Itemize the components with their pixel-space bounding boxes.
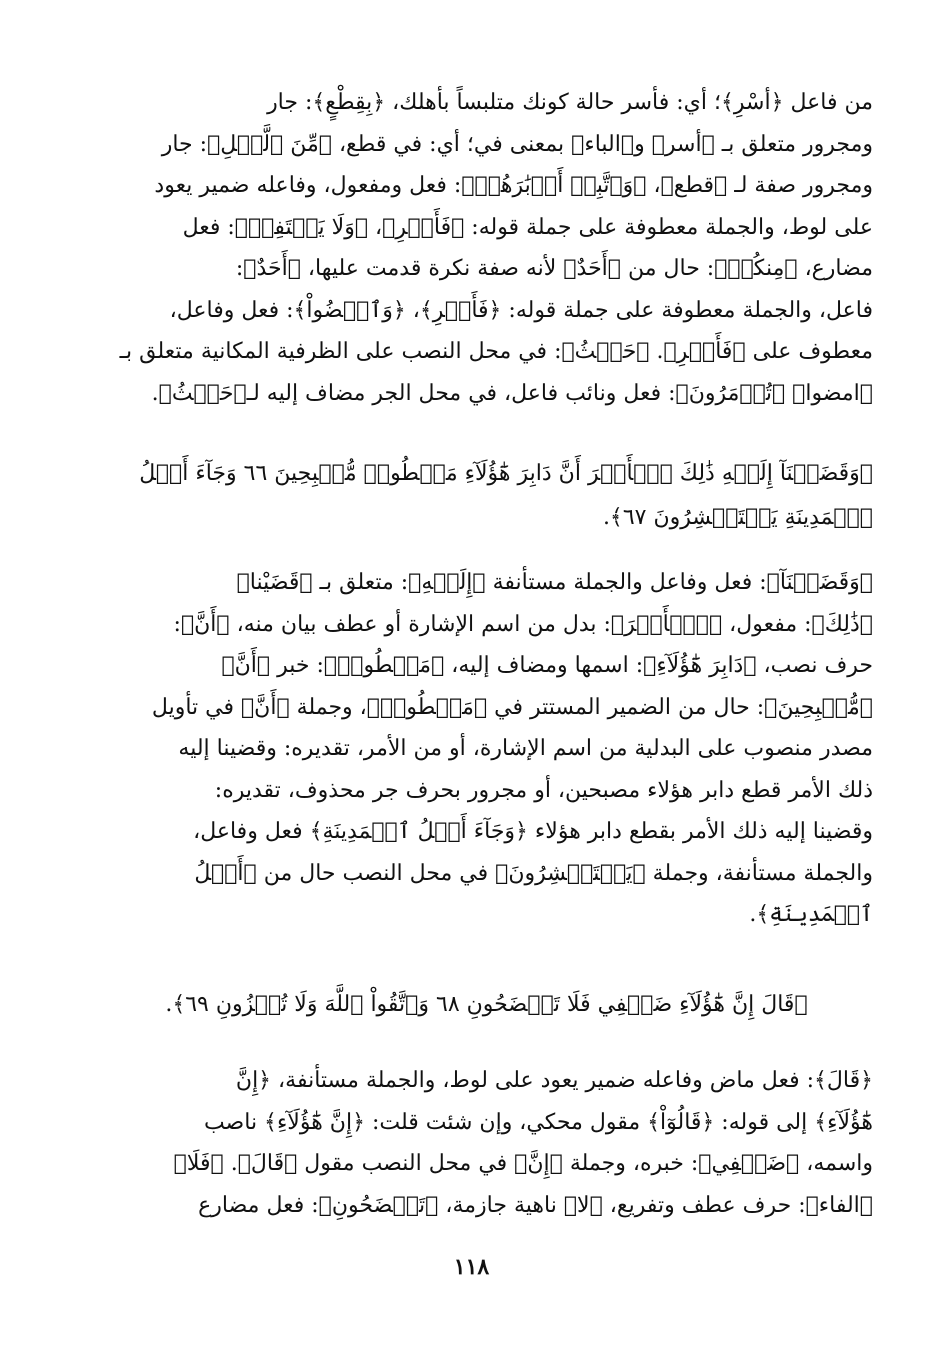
text-line: مضارع، ﴿مِنكُمۡ﴾: حال من ﴿أَحَدٌ﴾ لأنه صفة نكرة قدمت عليها، ﴿أَحَدٌ﴾: [235,256,873,281]
text-line: على لوط، والجملة معطوفة على جملة قوله: ﴿فَأَسۡرِ﴾، ﴿وَلَا يَلۡتَفِتۡ﴾: فعل [182,214,873,240]
text-line: ﴿قَالَ﴾: فعل ماض وفاعله ضمير يعود على لوط، والجملة مستأنفة، ﴿إِنَّ [235,1068,873,1093]
verse-line: ٱلۡمَدِينَةِ يَسۡتَبۡشِرُونَ ٦٧﴾. [602,505,873,530]
text-line: ذلك الأمر قطع دابر هؤلاء مصبحين، أو مجرور بحرف جر محذوف، تقديره: [214,777,873,803]
page-number: ١١٨ [453,1254,490,1280]
text-line: من فاعل ﴿أسْرِ﴾؛ أي: فأسر حالة كونك متلبساً بأهلك، ﴿بِقِطْعٍ﴾: جار [267,90,873,115]
paragraph-grammar-2 [100,562,873,936]
text-line: معطوف على ﴿فَأَسۡرِ﴾. ﴿حَيۡثُ﴾: في محل النصب على الظرفية المكانية متعلق بـ [119,339,873,364]
text-line: وقضينا إليه ذلك الأمر بقطع دابر هؤلاء ﴿وَجَآءَ أَهۡلُ ٱلۡمَدِينَةِ﴾ فعل وفاعل، [193,819,873,844]
text-line: ﴿وَقَضَيۡنَآ﴾: فعل وفاعل والجملة مستأنفة ﴿إِلَيۡهِ﴾: متعلق بـ ﴿قَضَيْنا﴾ [236,570,873,595]
text-line: ومجرور متعلق بـ ﴿أسر﴾ و﴿الباء﴾ بمعنى في؛ أي: في قطع، ﴿مِّنَ ٱلَّيۡلِ﴾: جار [161,131,873,157]
text-line: هَٰٓؤُلَآءِ﴾ إلى قوله: ﴿قَالُوٓاْ﴾ مقول محكي، وإن شئت قلت: ﴿إِنَّ هَٰٓؤُلَآءِ﴾ ناصب [203,1109,873,1135]
text-line: ﴿ذَٰلِكَ﴾: مفعول، ﴿ٱلۡأَمۡرَ﴾: بدل من اسم الإشارة أو عطف بيان منه، ﴿أَنَّ﴾: [173,611,873,637]
text-line: ٱلۡمَدِينَةِ﴾. [749,902,873,927]
text-line: فاعل، والجملة معطوفة على جملة قوله: ﴿فَأَسۡرِ﴾، ﴿وَٱمۡضُواْ﴾: فعل وفاعل، [169,297,873,323]
text-line: ﴿مُّصۡبِحِينَ﴾: حال من الضمير المستتر في ﴿مَقۡطُوعٞ﴾، وجملة ﴿أَنَّ﴾ في تأويل [151,694,873,720]
text-line: ﴿الفاء﴾: حرف عطف وتفريع، ﴿لا﴾ ناهية جازمة، ﴿تَفۡضَحُونِ﴾: فعل مضارع [198,1192,873,1218]
text-line: مصدر منصوب على البدلية من اسم الإشارة، أو من الأمر، تقديره: وقضينا إليه [178,736,873,761]
verse-line: ﴿وَقَضَيۡنَآ إِلَيۡهِ ذَٰلِكَ ٱلۡأَمۡرَ أَنَّ دَابِرَ هَٰٓؤُلَآءِ مَقۡطُوعٞ مُّصۡبِحِينَ ٦٦ وَجَآءَ أَهۡلُ [139,461,873,486]
text-line: والجملة مستأنفة، وجملة ﴿يَسۡتَبۡشِرُونَ﴾ في محل النصب حال من ﴿أَهۡلُ [194,860,873,886]
text-line: حرف نصب، ﴿دَابِرَ هَٰٓؤُلَآءِ﴾: اسمها ومضاف إليه، ﴿مَقۡطُوعٞ﴾: خبر ﴿أَنَّ﴾ [221,653,873,678]
paragraph-grammar-3 [100,1060,873,1226]
text-line: ومجرور صفة لـ ﴿قطع﴾، ﴿وَٱتَّبِعۡ أَدۡبَٰرَهُمۡ﴾: فعل ومفعول، وفاعله ضمير يعود [154,173,873,198]
text-line: واسمه، ﴿ضَيۡفِي﴾: خبره، وجملة ﴿إِنَّ﴾ في محل النصب مقول ﴿قَالَ﴾. ﴿فَلَا﴾ [173,1151,873,1176]
paragraph-grammar-1 [100,82,873,414]
quran-verse-66-67 [100,452,873,540]
verse-line: ﴿قَالَ إِنَّ هَٰٓؤُلَآءِ ضَيۡفِي فَلَا تَفۡضَحُونِ ٦٨ وَٱتَّقُواْ ٱللَّهَ وَلَا تُخۡزُونِ ٦٩﴾. [165,992,808,1017]
quran-verse-68-69 [100,983,873,1027]
text-line: ﴿امضوا﴾ ﴿تُؤۡمَرُونَ﴾: فعل ونائب فاعل، في محل الجر مضاف إليه لـ﴿حَيۡثُ﴾. [151,380,873,406]
